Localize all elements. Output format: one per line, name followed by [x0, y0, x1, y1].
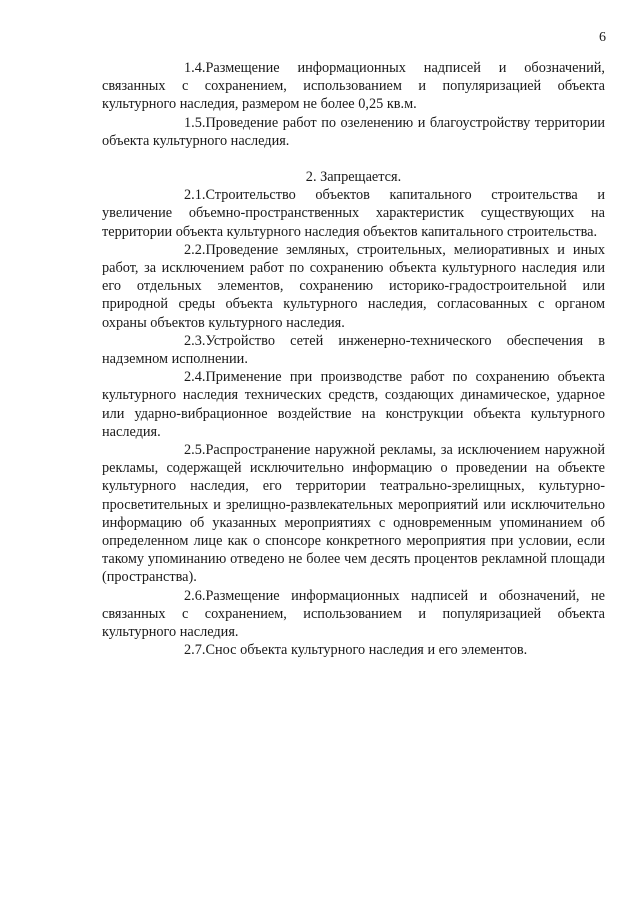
- clause-text: Размещение информационных надписей и обозначений, связанных с сохранением, использованием и популяризацией объекта культурного наследия, размером не более 0,25 кв.м.: [102, 60, 605, 113]
- clause-number: 2.4.: [184, 369, 206, 386]
- clause-text: Применение при производстве работ по сохранению объекта культурного наследия технических средств, создающих динамическое, ударное или ударно-вибрационное воздействие на конструкции объекта культурного наследия.: [102, 369, 605, 440]
- clause-2-4: [102, 368, 605, 441]
- clause-number: 2.7.: [184, 642, 206, 659]
- clause-1-5: [102, 114, 605, 150]
- clause-text: Распространение наружной рекламы, за исключением наружной рекламы, содержащей исключительно информацию о проведении на объекте культурного наследия, его территории театрально-зрелищных, культурно-просветительных и зрелищно-развлекательных мероприятий или исключительно информацию об указанных мероприятиях с одновременным упоминанием об определенном лице как о спонсоре конкретного мероприятия при условии, если такому упоминанию отведено не более чем десять процентов рекламной площади (пространства).: [102, 442, 605, 586]
- clause-number: 2.1.: [184, 187, 206, 204]
- clause-2-3: [102, 332, 605, 368]
- clause-2-2: [102, 241, 605, 332]
- clause-text: Проведение земляных, строительных, мелиоративных и иных работ, за исключением работ по сохранению объекта культурного наследия или его отдельных элементов, сохранению историко-градостроительной или природной среды объекта культурного наследия, согласованных с органом охраны объектов культурного наследия.: [102, 241, 605, 331]
- clause-text: Устройство сетей инженерно-технического обеспечения в надземном исполнении.: [102, 332, 605, 368]
- section-heading: 2. Запрещается.: [305, 169, 402, 186]
- clause-text: Проведение работ по озеленению и благоустройству территории объекта культурного наследия.: [102, 114, 605, 149]
- clause-number: 1.4.: [184, 60, 206, 76]
- clause-2-7: [102, 641, 605, 659]
- clause-2-1: [102, 186, 605, 241]
- clause-number: 2.3.: [184, 332, 206, 349]
- clause-2-6: [102, 587, 605, 642]
- clause-number: 2.6.: [184, 587, 206, 604]
- document-body: [102, 59, 605, 660]
- clause-text: Строительство объектов капитального строительства и увеличение объемно-пространственных характеристик существующих на территории объекта культурного наследия объектов капитального строительства.: [102, 187, 605, 240]
- clause-text: Размещение информационных надписей и обозначений, не связанных с сохранением, использованием и популяризацией объекта культурного наследия.: [102, 587, 605, 641]
- page-number: 6: [599, 30, 606, 45]
- clause-1-4: [102, 59, 605, 114]
- clause-2-5: [102, 441, 605, 587]
- clause-number: 2.5.: [184, 442, 206, 459]
- clause-number: 2.2.: [184, 241, 206, 258]
- clause-text: Снос объекта культурного наследия и его элементов.: [205, 642, 528, 659]
- clause-number: 1.5.: [184, 114, 206, 131]
